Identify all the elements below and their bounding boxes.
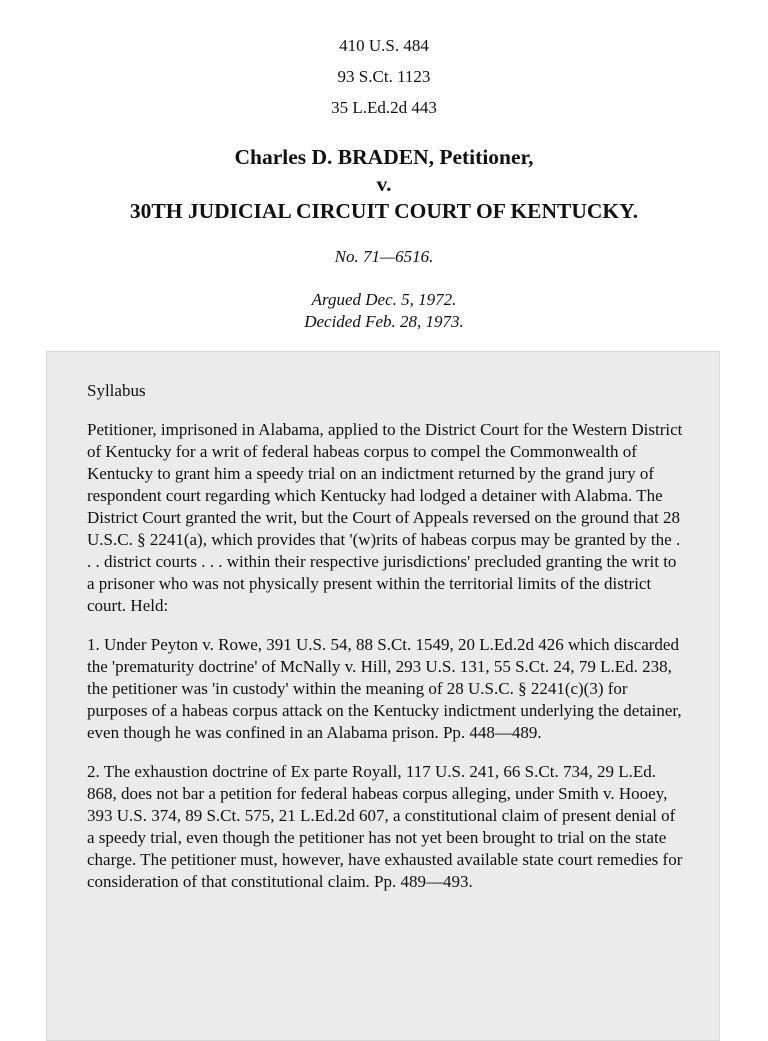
versus-label: v. <box>376 172 392 196</box>
petitioner-name: Charles D. BRADEN, Petitioner, <box>234 145 534 169</box>
case-title <box>0 144 768 225</box>
citation-us-reports: 410 U.S. 484 <box>339 36 429 55</box>
syllabus-paragraph-intro: Petitioner, imprisoned in Alabama, applied to the District Court for the Western District of Kentucky for a writ of federal habeas corpus to compel the Commonwealth of Kentucky to grant him a speedy trial on an indictment returned by the grand jury of respondent court regarding which Kentucky had lodged a detainer with Alabma. The District Court granted the writ, but the Court of Appeals reversed on the ground that 28 U.S.C. § 2241(a), which provides that '(w)rits of habeas corpus may be granted by the . . . district courts . . . within their respective jurisdictions' precluded granting the writ to a prisoner who was not physically present within the territorial limits of the district court. Held: <box>87 420 683 615</box>
syllabus-paragraph-holding-2: 2. The exhaustion doctrine of Ex parte Royall, 117 U.S. 241, 66 S.Ct. 734, 29 L.Ed. 868, does not bar a petition for federal habeas corpus alleging, under Smith v. Hooey, 393 U.S. 374, 89 S.Ct. 575, 21 L.Ed.2d 607, a constitutional claim of present denial of a speedy trial, even though the petitioner has not yet been brought to trial on the state charge. The petitioner must, however, have exhausted available state court remedies for consideration of that constitutional claim. Pp. 489—493. <box>87 762 683 891</box>
syllabus-paragraph-holding-1: 1. Under Peyton v. Rowe, 391 U.S. 54, 88 S.Ct. 1549, 20 L.Ed.2d 426 which discarded the 'prematurity doctrine' of McNally v. Hill, 293 U.S. 131, 55 S.Ct. 24, 79 L.Ed. 238, the petitioner was 'in custody' within the meaning of 28 U.S.C. § 2241(c)(3) for purposes of a habeas corpus attack on the Kentucky indictment underlying the detainer, even though he was confined in an Alabama prison. Pp. 448—489. <box>87 635 682 742</box>
syllabus-heading: Syllabus <box>87 381 146 400</box>
citation-lawyers-edition: 35 L.Ed.2d 443 <box>331 98 437 117</box>
citations <box>0 34 768 127</box>
docket-number: No. 71—6516. <box>334 247 434 266</box>
decided-date: Decided Feb. 28, 1973. <box>304 312 464 331</box>
case-dates <box>0 289 768 333</box>
citation-supreme-court-reporter: 93 S.Ct. 1123 <box>337 67 431 86</box>
syllabus-content <box>87 380 687 910</box>
respondent-name: 30TH JUDICIAL CIRCUIT COURT OF KENTUCKY. <box>129 199 639 223</box>
argued-date: Argued Dec. 5, 1972. <box>311 290 457 309</box>
syllabus-panel <box>46 351 720 1041</box>
